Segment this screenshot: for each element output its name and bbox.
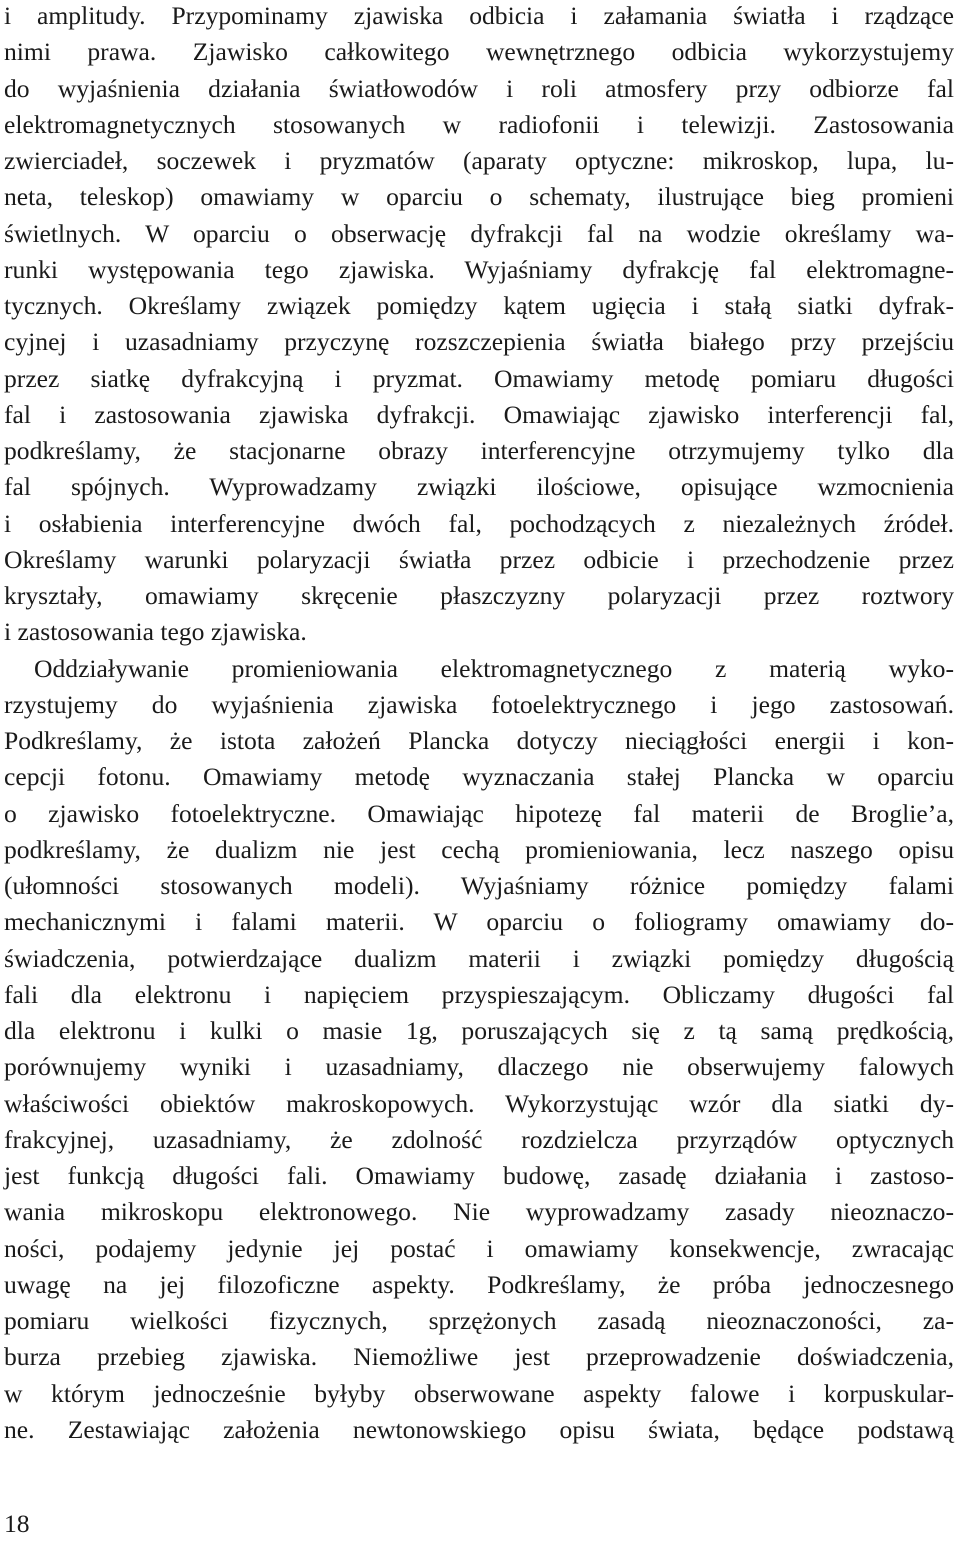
text-line: w którym jednocześnie byłyby obserwowane aspekty falowe i korpuskular-: [4, 1378, 954, 1408]
text-line: właściwości obiektów makroskopowych. Wykorzystując wzór dla siatki dy-: [4, 1088, 954, 1118]
text-line: podkreślamy, że dualizm nie jest cechą promieniowania, lecz naszego opisu: [4, 834, 954, 864]
text-line: świetlnych. W oparciu o obserwację dyfrakcji fal na wodzie określamy wa-: [4, 218, 954, 248]
text-line: i amplitudy. Przypominamy zjawiska odbicia i załamania światła i rządzące: [4, 1, 954, 30]
text-line: świadczenia, potwierdzające dualizm materii i związki pomiędzy długością: [4, 943, 954, 973]
text-line: i osłabienia interferencyjne dwóch fal, pochodzących z niezależnych źródeł.: [4, 508, 954, 538]
text-line: porównujemy wyniki i uzasadniamy, dlaczego nie obserwujemy falowych: [4, 1052, 954, 1082]
text-line: cepcji fotonu. Omawiamy metodę wyznaczania stałej Plancka w oparciu: [4, 762, 954, 792]
text-line: tycznych. Określamy związek pomiędzy kątem ugięcia i stałą siatki dyfrak-: [4, 291, 954, 320]
text-line: do wyjaśnienia działania światłowodów i roli atmosfery przy odbiorze fal: [4, 73, 954, 103]
text-line: podkreślamy, że stacjonarne obrazy interferencyjne otrzymujemy tylko dla: [4, 436, 954, 465]
text-line: ne. Zestawiając założenia newtonowskiego opisu świata, będące podstawą: [4, 1414, 954, 1444]
body-text: [4, 0, 954, 1448]
text-line: burza przebieg zjawiska. Niemożliwe jest przeprowadzenie doświadczenia,: [4, 1342, 954, 1372]
text-line: nimi prawa. Zjawisko całkowitego wewnętrznego odbicia wykorzystujemy: [4, 37, 954, 67]
text-line: (ułomności stosowanych modeli). Wyjaśniamy różnice pomiędzy falami: [4, 871, 954, 900]
text-line: i zastosowania tego zjawiska.: [4, 617, 307, 647]
text-line: frakcyjnej, uzasadniamy, że zdolność rozdzielcza przyrządów optycznych: [4, 1124, 954, 1154]
text-line: rzystujemy do wyjaśnienia zjawiska fotoelektrycznego i jego zastosowań.: [4, 689, 954, 719]
text-line: elektromagnetycznych stosowanych w radiofonii i telewizji. Zastosowania: [4, 109, 954, 139]
text-line: runki występowania tego zjawiska. Wyjaśniamy dyfrakcję fal elektromagne-: [4, 254, 954, 284]
paragraph-optics: [4, 0, 954, 651]
paragraph-quantum: [4, 651, 954, 1449]
text-line: Oddziaływanie promieniowania elektromagnetycznego z materią wyko-: [34, 653, 954, 683]
text-line: fal i zastosowania zjawiska dyfrakcji. Omawiając zjawisko interferencji fal,: [4, 399, 954, 429]
text-line: jest funkcją długości fali. Omawiamy budowę, zasadę działania i zastoso-: [4, 1161, 954, 1190]
text-line: cyjnej i uzasadniamy przyczynę rozszczepienia światła białego przy przejściu: [4, 327, 954, 357]
text-line: zwierciadeł, soczewek i pryzmatów (aparaty optyczne: mikroskop, lupa, lu-: [4, 146, 954, 175]
page-number: 18: [4, 1509, 30, 1538]
text-line: uwagę na jej filozoficzne aspekty. Podkreślamy, że próba jednoczesnego: [4, 1269, 954, 1299]
text-line: fali dla elektronu i napięciem przyspieszającym. Obliczamy długości fal: [4, 979, 954, 1009]
text-line: ności, podajemy jedynie jej postać i omawiamy konsekwencje, zwracając: [4, 1233, 954, 1263]
text-line: mechanicznymi i falami materii. W oparciu o foliogramy omawiamy do-: [4, 907, 954, 937]
text-line: kryształy, omawiamy skręcenie płaszczyzny polaryzacji przez roztwory: [4, 581, 954, 610]
text-line: fal spójnych. Wyprowadzamy związki ilościowe, opisujące wzmocnienia: [4, 472, 954, 502]
text-line: dla elektronu i kulki o masie 1g, poruszających się z tą samą prędkością,: [4, 1016, 954, 1045]
text-line: przez siatkę dyfrakcyjną i pryzmat. Omawiamy metodę pomiaru długości: [4, 363, 954, 393]
text-line: wania mikroskopu elektronowego. Nie wyprowadzamy zasady nieoznaczo-: [4, 1197, 954, 1227]
text-line: Podkreślamy, że istota założeń Plancka dotyczy nieciągłości energii i kon-: [4, 726, 954, 755]
text-line: o zjawisko fotoelektryczne. Omawiając hipotezę fal materii de Broglie’a,: [4, 798, 954, 828]
text-line: neta, teleskop) omawiamy w oparciu o schematy, ilustrujące bieg promieni: [4, 182, 954, 212]
text-line: pomiaru wielkości fizycznych, sprzężonych zasadą nieoznaczoności, za-: [4, 1306, 954, 1335]
text-line: Określamy warunki polaryzacji światła przez odbicie i przechodzenie przez: [4, 544, 954, 574]
